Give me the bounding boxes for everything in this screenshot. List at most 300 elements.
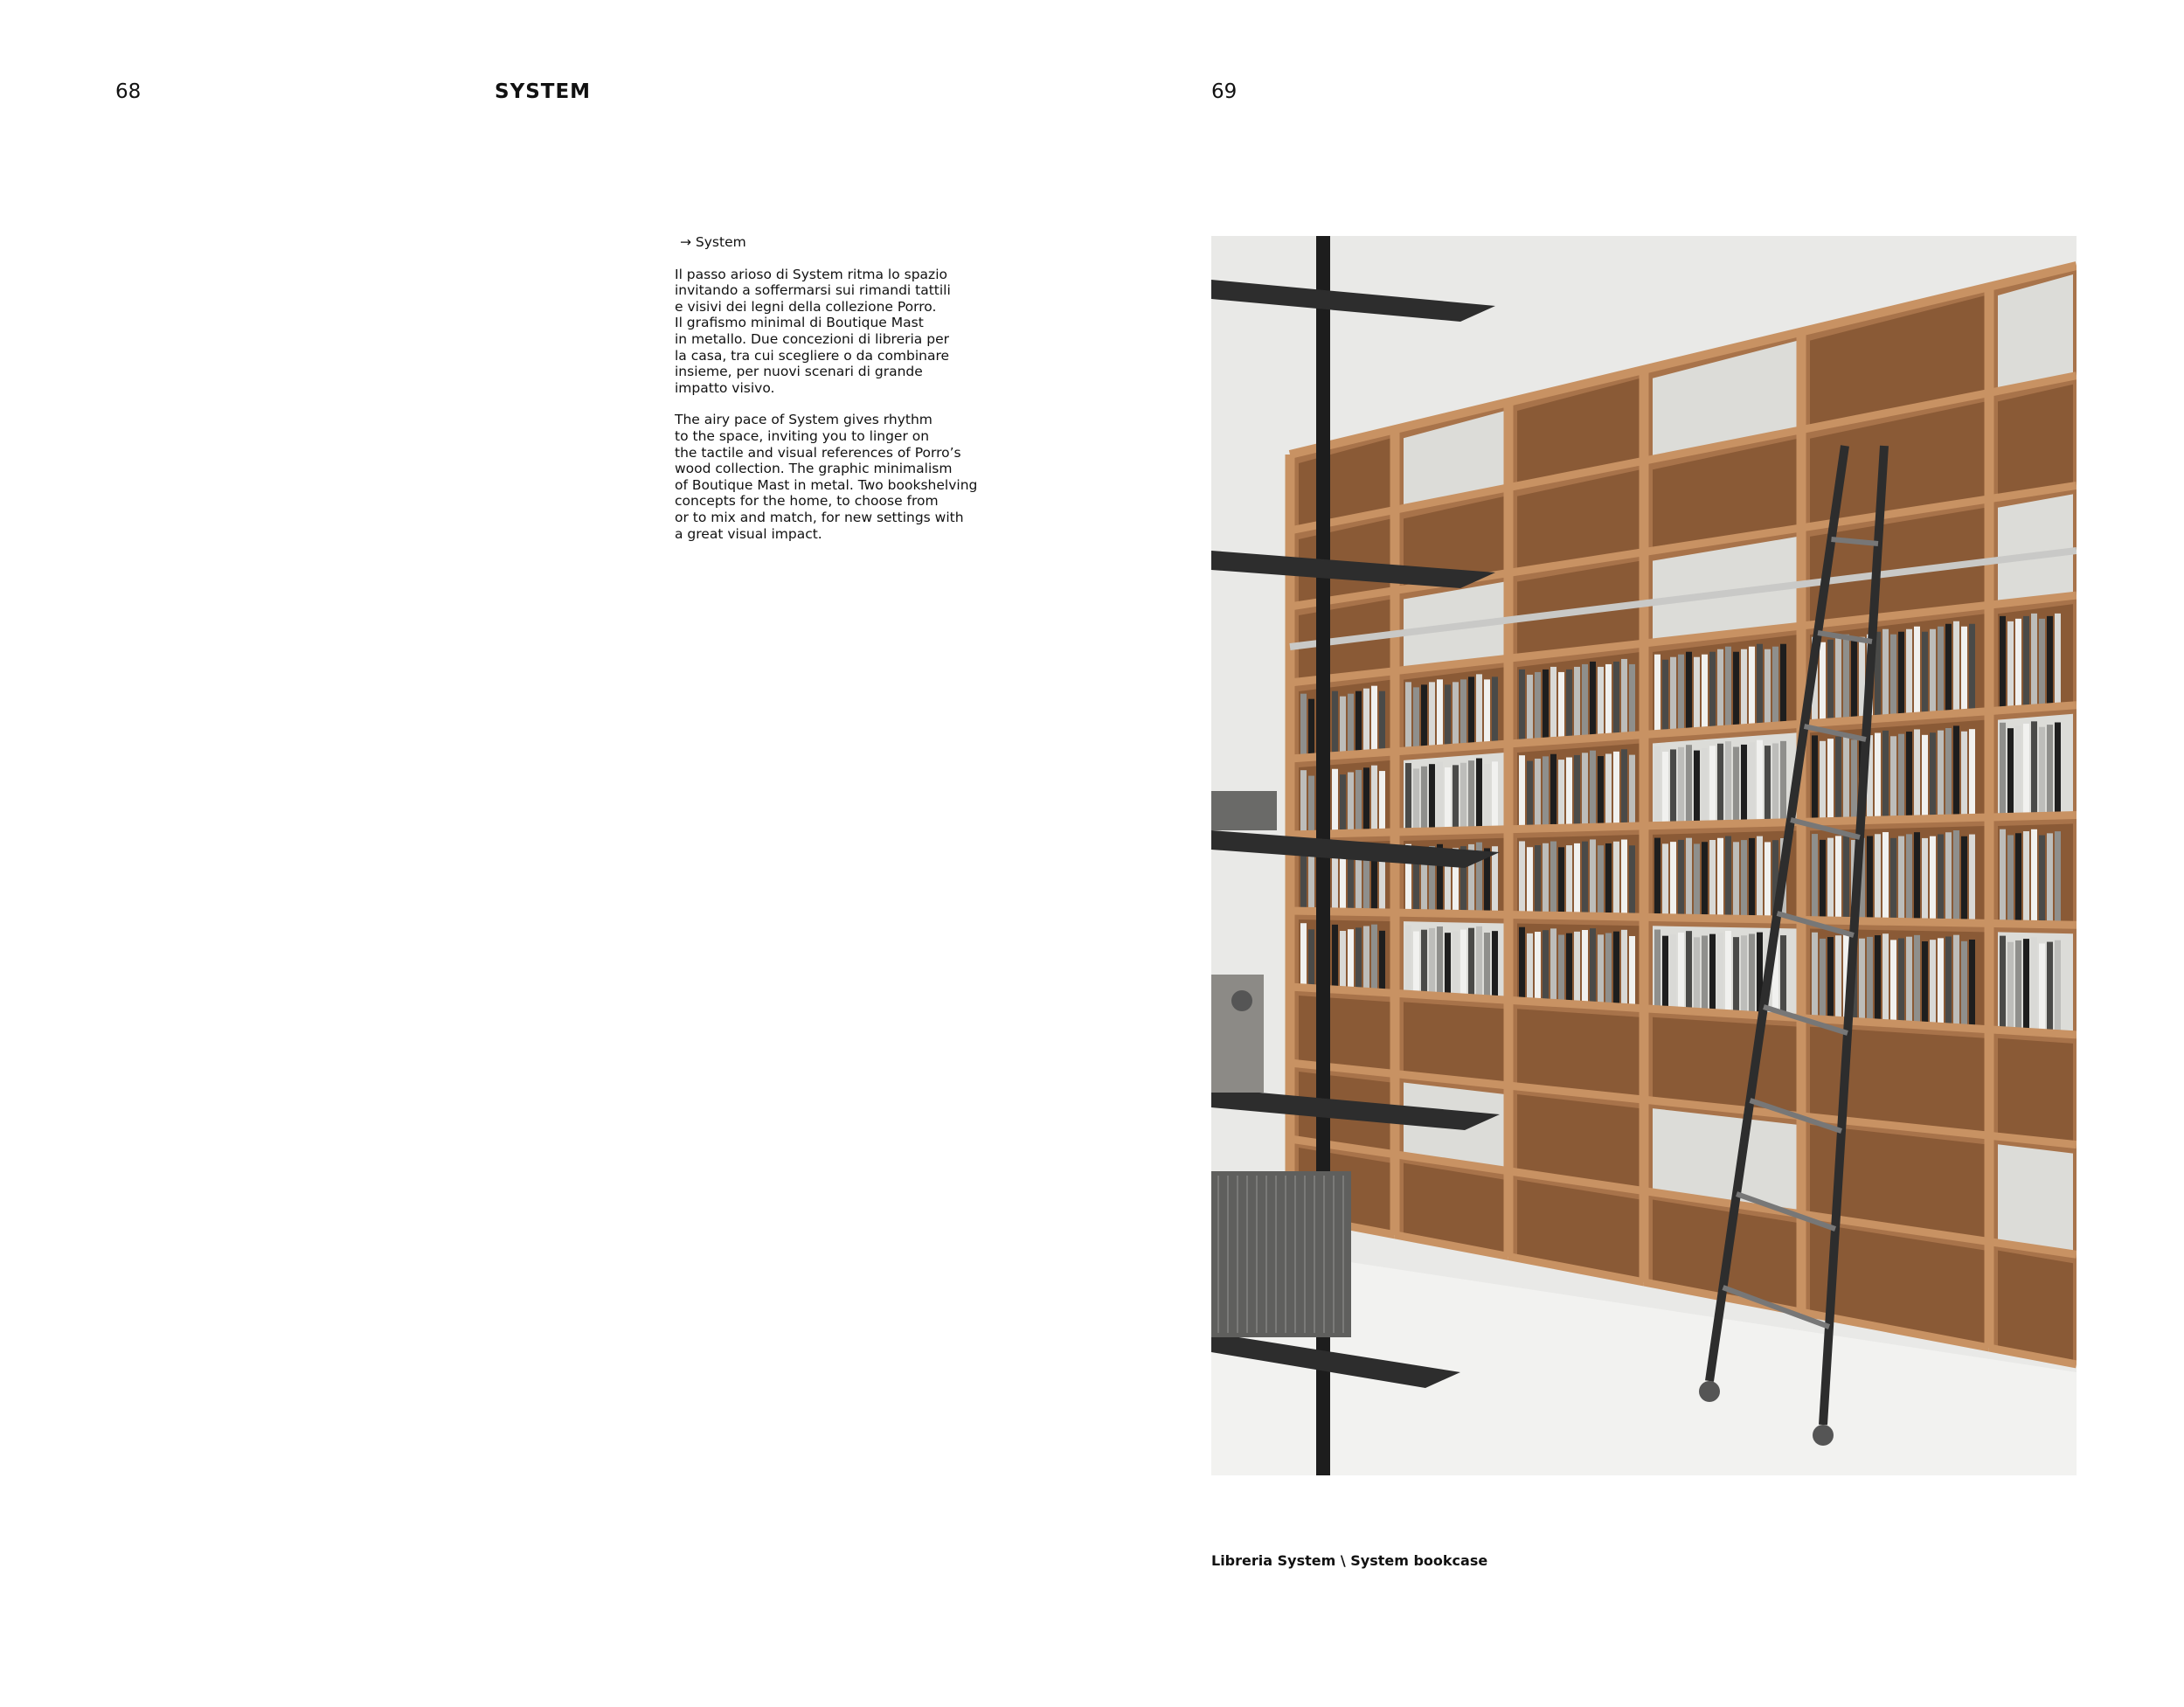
book-spine (1741, 649, 1747, 728)
book-spine (1717, 649, 1723, 730)
book-spine (1851, 739, 1857, 821)
book-spine (1348, 773, 1354, 834)
book-spine (1914, 832, 1920, 922)
book-spine (1725, 836, 1731, 919)
book-spine (1566, 758, 1572, 829)
book-spine (1654, 746, 1661, 826)
shelf-board (1395, 912, 1508, 914)
book-spine (1702, 655, 1708, 731)
book-spine (1476, 674, 1482, 746)
shelf-cell (1998, 385, 2073, 499)
book-spine (1717, 838, 1723, 919)
book-spine (1437, 679, 1443, 748)
book-spine (1543, 930, 1549, 1002)
book-spine (1492, 761, 1498, 829)
shelf-board (1290, 911, 1395, 912)
book-spine (1629, 755, 1635, 827)
book-spine (2007, 728, 2014, 816)
book-spine (1371, 766, 1377, 833)
book-spine (1300, 923, 1307, 988)
book-spine (1621, 659, 1627, 736)
book-spine (1765, 746, 1771, 822)
book-spine (1413, 687, 1419, 750)
book-spine (1654, 655, 1661, 734)
section-title: SYSTEM (495, 80, 592, 103)
book-spine (1468, 677, 1474, 746)
book-spine (1882, 933, 1889, 1023)
book-spine (1363, 767, 1369, 833)
book-spine (1453, 765, 1459, 830)
book-spine (1930, 629, 1936, 715)
book-spine (1694, 843, 1700, 918)
book-spine (1938, 834, 1944, 922)
book-spine (1468, 928, 1474, 998)
book-spine (1725, 931, 1731, 1013)
book-spine (1453, 931, 1459, 996)
book-spine (1605, 664, 1612, 738)
book-spine (1550, 928, 1557, 1003)
book-spine (1694, 937, 1700, 1011)
book-spine (1875, 733, 1881, 821)
body-text (675, 234, 1007, 558)
book-spine (1694, 751, 1700, 825)
book-spine (1709, 934, 1716, 1013)
book-spine (1413, 932, 1419, 995)
book-spine (1835, 637, 1841, 722)
book-spine (1859, 939, 1865, 1022)
book-spine (1405, 682, 1411, 751)
book-spine (1582, 842, 1588, 916)
book-spine (1827, 937, 1834, 1019)
book-spine (1827, 640, 1834, 722)
book-spine (2000, 723, 2006, 817)
book-spine (2039, 727, 2045, 816)
book-spine (1961, 627, 1967, 713)
book-spine (1413, 768, 1419, 831)
book-spine (1598, 934, 1604, 1005)
book-spine (1686, 931, 1692, 1010)
book-spine (1961, 732, 1967, 818)
book-spine (2047, 616, 2053, 707)
book-spine (1460, 763, 1466, 830)
book-spine (1662, 660, 1668, 733)
book-spine (2055, 940, 2061, 1034)
book-spine (1629, 664, 1635, 736)
book-spine (1405, 763, 1411, 832)
book-spine (1429, 764, 1435, 831)
book-spine (1543, 756, 1549, 828)
book-spine (1906, 937, 1912, 1024)
book-spine (1882, 832, 1889, 921)
book-spine (1405, 925, 1411, 994)
shelf-cell (1998, 1038, 2073, 1145)
book-spine (1598, 756, 1604, 827)
book-spine (1535, 672, 1541, 742)
book-spine (1379, 771, 1385, 832)
book-spine (1371, 686, 1377, 753)
book-spine (1733, 937, 1739, 1014)
book-spine (1702, 748, 1708, 824)
shelf-board (1989, 1030, 2077, 1035)
book-spine (1332, 691, 1338, 756)
book-spine (1379, 931, 1385, 992)
shelf-board (1508, 915, 1644, 918)
book-spine (1741, 935, 1747, 1014)
book-spine (1835, 935, 1841, 1020)
book-spine (1519, 670, 1525, 743)
book-spine (1308, 776, 1314, 835)
book-spine (1686, 838, 1692, 918)
book-spine (1355, 770, 1362, 833)
book-spine (1953, 830, 1959, 923)
book-spine (1566, 670, 1572, 740)
book-spine (1757, 836, 1763, 919)
book-spine (1590, 839, 1596, 916)
book-spine (1429, 928, 1435, 996)
book-spine (2031, 937, 2037, 1031)
shelf-cell (1998, 1144, 2073, 1254)
book-spine (1922, 941, 1928, 1025)
book-spine (1460, 930, 1466, 997)
book-spine (1930, 836, 1936, 922)
book-spine (1670, 842, 1676, 918)
book-spine (1566, 933, 1572, 1004)
book-spine (1725, 647, 1731, 729)
book-spine (1670, 934, 1676, 1010)
book-spine (1519, 755, 1525, 829)
book-spine (1340, 853, 1346, 912)
book-spine (1938, 731, 1944, 819)
book-spine (1890, 838, 1896, 922)
book-spine (1678, 747, 1684, 825)
book-spine (1574, 843, 1580, 916)
book-spine (1969, 835, 1975, 923)
book-spine (1445, 684, 1451, 748)
book-spine (1812, 735, 1818, 822)
book-spine (1437, 762, 1443, 831)
book-spine (2000, 829, 2006, 924)
book-spine (1535, 845, 1541, 915)
book-spine (1686, 652, 1692, 732)
book-spine (1605, 843, 1612, 917)
book-spine (1914, 729, 1920, 819)
book-spine (1519, 841, 1525, 914)
book-spine (1492, 931, 1498, 999)
book-spine (2031, 829, 2037, 924)
book-spine (1621, 749, 1627, 826)
book-spine (1429, 682, 1435, 749)
product-photo (1211, 236, 2077, 1475)
book-spine (1733, 842, 1739, 919)
book-spine (1914, 627, 1920, 717)
book-spine (1613, 932, 1619, 1007)
book-spine (1308, 929, 1314, 988)
book-spine (1613, 842, 1619, 917)
book-spine (1340, 697, 1346, 755)
book-spine (1930, 732, 1936, 818)
book-spine (1709, 840, 1716, 919)
book-spine (1812, 933, 1818, 1019)
book-spine (1527, 933, 1533, 1002)
book-spine (1851, 640, 1857, 721)
book-spine (2015, 726, 2021, 817)
book-spine (1621, 930, 1627, 1007)
book-spine (1749, 742, 1755, 823)
book-spine (1678, 840, 1684, 918)
book-spine (1890, 736, 1896, 820)
ladder-wheel (1699, 1381, 1720, 1402)
book-spine (2055, 723, 2061, 816)
book-spine (1898, 632, 1904, 718)
book-spine (1421, 684, 1427, 749)
paragraph-italian: Il passo arioso di System ritma lo spazio invitando a soffermarsi sui rimandi tattili e visivi dei legni della collezione Porro. Il grafismo minimal di Boutique Mast in metallo. Due concezioni di libreria per la casa, tra cui scegliere o da combinare insieme, per nuovi scenari di grande impatto visivo. (675, 266, 951, 396)
book-spine (1733, 652, 1739, 729)
shelf-board (1801, 920, 1989, 924)
book-spine (1670, 657, 1676, 733)
book-spine (1476, 759, 1482, 830)
book-spine (2023, 616, 2029, 709)
book-spine (1749, 647, 1755, 728)
book-spine (1421, 767, 1427, 831)
book-spine (1953, 935, 1959, 1028)
shelf-board (1801, 817, 1989, 822)
book-spine (1654, 930, 1661, 1010)
book-spine (1590, 751, 1596, 828)
book-spine (1662, 936, 1668, 1010)
book-spine (1820, 840, 1826, 920)
book-spine (2007, 621, 2014, 710)
book-spine (2000, 616, 2006, 711)
book-spine (1590, 928, 1596, 1005)
book-spine (1332, 925, 1338, 989)
shelf-cell (1998, 1251, 2073, 1364)
book-spine (1914, 935, 1920, 1025)
book-spine (2039, 836, 2045, 925)
book-spine (2023, 831, 2029, 924)
book-spine (1363, 689, 1369, 754)
book-spine (1882, 731, 1889, 820)
paragraph-english: The airy pace of System gives rhythm to the space, inviting you to linger on the tactile and visual references of Porro’s wood collection. The graphic minimalism of Boutique Mast in metal. Two bookshelving concepts for the home, to choose from or to mix and match, for new settings with a great visual impact. (675, 412, 978, 542)
book-spine (1550, 842, 1557, 916)
book-spine (1340, 931, 1346, 989)
book-spine (1558, 672, 1564, 740)
book-spine (1445, 933, 1451, 996)
book-spine (1702, 842, 1708, 918)
shelf-board (1989, 815, 2077, 818)
book-spine (1882, 629, 1889, 718)
book-spine (1582, 930, 1588, 1004)
book-spine (1535, 759, 1541, 829)
book-spine (1543, 670, 1549, 741)
book-spine (1558, 847, 1564, 915)
book-spine (1898, 734, 1904, 820)
book-spine (1686, 745, 1692, 824)
book-spine (1772, 743, 1778, 822)
book-spine (1969, 940, 1975, 1028)
book-spine (1945, 937, 1952, 1027)
book-spine (1906, 732, 1912, 819)
book-spine (1348, 929, 1354, 990)
book-spine (1519, 927, 1525, 1001)
book-spine (1527, 847, 1533, 915)
book-spine (1875, 834, 1881, 921)
book-spine (1363, 926, 1369, 992)
book-spine (2047, 725, 2053, 815)
book-spine (1843, 635, 1849, 721)
book-spine (1835, 737, 1841, 822)
book-spine (1484, 679, 1490, 746)
book-spine (1492, 677, 1498, 745)
book-spine (1702, 935, 1708, 1011)
book-spine (2055, 831, 2061, 925)
book-spine (1492, 846, 1498, 914)
book-spine (1453, 682, 1459, 747)
book-spine (1348, 850, 1354, 912)
bookcase-illustration (1211, 236, 2077, 1475)
book-spine (1300, 694, 1307, 759)
book-spine (1484, 764, 1490, 830)
book-spine (1694, 657, 1700, 732)
book-spine (1780, 935, 1786, 1017)
book-spine (1445, 767, 1451, 831)
book-spine (2047, 942, 2053, 1033)
book-spine (1543, 843, 1549, 915)
book-spine (1772, 647, 1778, 726)
book-spine (1709, 652, 1716, 731)
book-spine (1780, 741, 1786, 822)
book-spine (1945, 728, 1952, 818)
book-spine (1574, 667, 1580, 739)
book-spine (1875, 935, 1881, 1023)
book-spine (1613, 752, 1619, 827)
book-spine (1922, 632, 1928, 716)
book-spine (2007, 942, 2014, 1030)
book-spine (1709, 746, 1716, 824)
speaker-cone (1231, 990, 1252, 1011)
book-spine (2031, 614, 2037, 708)
shelf-board (1989, 923, 2077, 925)
book-spine (1938, 938, 1944, 1026)
book-spine (1527, 675, 1533, 743)
page-number-right: 69 (1211, 80, 1238, 103)
book-spine (1598, 845, 1604, 916)
book-spine (1484, 933, 1490, 999)
book-spine (1867, 937, 1873, 1022)
book-spine (1820, 642, 1826, 723)
book-spine (1733, 747, 1739, 824)
book-spine (1582, 664, 1588, 739)
book-spine (1582, 753, 1588, 827)
book-spine (2023, 724, 2029, 816)
book-spine (1945, 832, 1952, 922)
book-spine (1741, 840, 1747, 919)
book-spine (1566, 845, 1572, 916)
book-spine (1953, 725, 1959, 818)
book-spine (1662, 752, 1668, 825)
book-spine (2015, 940, 2021, 1031)
book-spine (2039, 619, 2045, 708)
book-spine (1717, 933, 1723, 1013)
book-spine (1717, 744, 1723, 824)
book-spine (1835, 836, 1841, 920)
shelf-board (1644, 822, 1801, 826)
book-spine (1749, 838, 1755, 919)
book-spine (1945, 624, 1952, 714)
book-spine (1820, 741, 1826, 822)
book-spine (1922, 838, 1928, 922)
book-stack (1211, 791, 1277, 830)
book-spine (1820, 939, 1826, 1019)
book-spine (1348, 694, 1354, 755)
book-spine (1468, 760, 1474, 830)
book-spine (1421, 930, 1427, 995)
book-spine (1953, 621, 1959, 714)
shelf-board (1290, 832, 1395, 835)
book-spine (1906, 629, 1912, 717)
book-spine (2007, 835, 2014, 923)
book-spine (1969, 624, 1975, 712)
shelf-board (1395, 829, 1508, 832)
book-spine (1930, 940, 1936, 1025)
book-spine (1678, 933, 1684, 1010)
book-group (1211, 1171, 1351, 1337)
book-spine (1629, 936, 1635, 1008)
book-spine (1827, 739, 1834, 821)
book-spine (1332, 769, 1338, 834)
book-spine (1749, 933, 1755, 1015)
book-spine (1961, 836, 1967, 923)
book-spine (1379, 691, 1385, 753)
book-spine (1867, 836, 1873, 921)
book-spine (1898, 836, 1904, 922)
section-kicker: → System (680, 234, 746, 250)
book-spine (1527, 761, 1533, 829)
book-spine (1906, 834, 1912, 921)
book-spine (1843, 834, 1849, 920)
book-spine (2015, 619, 2021, 710)
book-spine (1550, 754, 1557, 829)
book-spine (1780, 644, 1786, 725)
book-spine (1670, 749, 1676, 825)
book-spine (1922, 735, 1928, 819)
book-spine (1535, 932, 1541, 1002)
book-spine (2039, 943, 2045, 1032)
book-spine (1765, 649, 1771, 726)
book-spine (2015, 833, 2021, 924)
photo-caption: Libreria System \ System bookcase (1211, 1552, 1488, 1569)
book-spine (1476, 926, 1482, 998)
book-spine (1340, 774, 1346, 833)
book-spine (1574, 932, 1580, 1004)
book-spine (1598, 667, 1604, 738)
book-spine (2023, 939, 2029, 1031)
book-spine (2000, 936, 2006, 1030)
book-spine (1621, 840, 1627, 917)
book-spine (1741, 745, 1747, 823)
book-spine (1613, 662, 1619, 737)
shelf-board (1508, 826, 1644, 829)
book-spine (1437, 926, 1443, 996)
page-number-left: 68 (115, 80, 142, 103)
book-spine (1827, 838, 1834, 920)
book-spine (1355, 691, 1362, 754)
book-spine (1558, 935, 1564, 1003)
book-spine (1654, 838, 1661, 918)
book-spine (1460, 679, 1466, 746)
book-spine (1629, 845, 1635, 917)
book-spine (1938, 627, 1944, 715)
book-spine (1371, 925, 1377, 992)
